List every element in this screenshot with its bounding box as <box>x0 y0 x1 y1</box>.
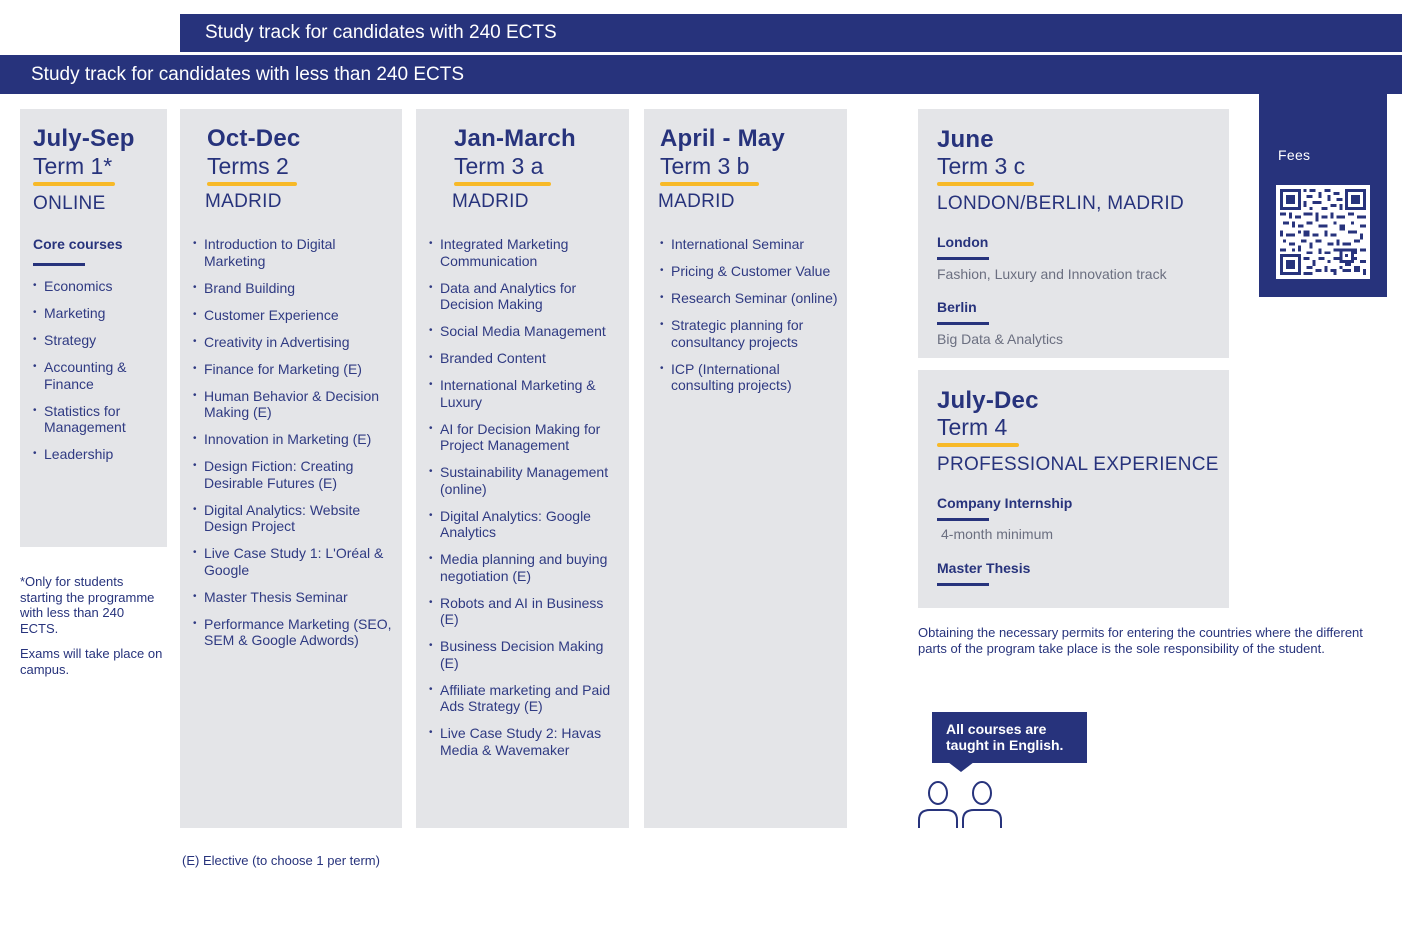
list-item: • Design Fiction: Creating Desirable Futures (E) <box>193 458 393 491</box>
list-item: • Digital Analytics: Website Design Project <box>193 502 393 535</box>
term3a-location: MADRID <box>452 191 529 212</box>
berlin-track: Big Data & Analytics <box>937 331 1064 347</box>
list-item: • Introduction to Digital Marketing <box>193 236 393 269</box>
list-item: • Statistics for Management <box>33 403 161 436</box>
list-item: • Marketing <box>33 305 161 322</box>
fees-box[interactable] <box>1259 94 1387 297</box>
list-item: • Robots and AI in Business (E) <box>429 595 621 628</box>
term1-footnote: *Only for students starting the programme with less than 240 ECTS. <box>20 574 155 636</box>
term4-title-text: Term 4 <box>937 414 1008 440</box>
banner-240-text: Study track for candidates with 240 ECTS <box>205 22 557 43</box>
term1-underline <box>33 182 115 186</box>
term3a-title-text: Term 3 a <box>454 153 544 179</box>
term4-location: PROFESSIONAL EXPERIENCE <box>937 454 1219 475</box>
qr-code-graphic <box>1280 189 1366 275</box>
list-item: • Media planning and buying negotiation (E) <box>429 551 621 584</box>
list-item: • Innovation in Marketing (E) <box>193 431 393 448</box>
thesis-heading: Master Thesis <box>937 560 1031 576</box>
list-item: • ICP (International consulting projects) <box>660 361 840 394</box>
term1-title <box>33 153 112 180</box>
list-item: • Customer Experience <box>193 307 393 324</box>
list-item: • Social Media Management <box>429 323 621 340</box>
list-item: • Finance for Marketing (E) <box>193 361 393 378</box>
term3b-location: MADRID <box>658 191 735 212</box>
two-people-icon <box>918 780 1004 830</box>
term2-location: MADRID <box>205 191 282 212</box>
term4-title <box>937 414 1007 441</box>
term4-underline <box>937 443 1019 447</box>
list-item: • Leadership <box>33 446 161 463</box>
term3c-period: June <box>937 126 994 153</box>
permits-note: Obtaining the necessary permits for entering the countries where the different parts of the program take place is the sole responsibility of the student. <box>918 625 1363 656</box>
internship-detail: 4-month minimum <box>941 526 1054 542</box>
term3a-period: Jan-March <box>454 125 576 152</box>
list-item: • Strategy <box>33 332 161 349</box>
term1-period: July-Sep <box>33 125 135 152</box>
term2-title <box>207 153 289 180</box>
list-item: • Master Thesis Seminar <box>193 589 393 606</box>
fees-label: Fees <box>1278 147 1311 163</box>
list-item: • Strategic planning for consultancy projects <box>660 317 840 350</box>
term3b-title <box>660 153 749 180</box>
list-item: • International Marketing & Luxury <box>429 377 621 410</box>
term3b-underline <box>660 182 759 186</box>
term3b-title-text: Term 3 b <box>660 153 750 179</box>
term2-title-text: Terms 2 <box>207 153 289 179</box>
term3c-location: LONDON/BERLIN, MADRID <box>937 193 1185 214</box>
list-item: • Human Behavior & Decision Making (E) <box>193 388 393 421</box>
list-item: • Live Case Study 2: Havas Media & Wavemaker <box>429 725 621 758</box>
speech-bubble-tail <box>948 762 974 772</box>
list-item: • Live Case Study 1: L'Oréal & Google <box>193 545 393 578</box>
internship-rule <box>937 518 989 521</box>
term3c-title <box>937 153 1025 180</box>
list-item: • Performance Marketing (SEO, SEM & Google Adwords) <box>193 616 393 649</box>
list-item: • Business Decision Making (E) <box>429 638 621 671</box>
london-track: Fashion, Luxury and Innovation track <box>937 266 1167 282</box>
list-item: • Research Seminar (online) <box>660 290 840 307</box>
list-item: • Digital Analytics: Google Analytics <box>429 508 621 541</box>
berlin-rule <box>937 322 989 325</box>
term4-period: July-Dec <box>937 387 1039 414</box>
term2-period: Oct-Dec <box>207 125 301 152</box>
list-item: • Brand Building <box>193 280 393 297</box>
term2-underline <box>207 182 297 186</box>
london-heading: London <box>937 234 989 250</box>
list-item: • Accounting & Finance <box>33 359 161 392</box>
list-item: • Integrated Marketing Communication <box>429 236 621 269</box>
english-speech-bubble: All courses are taught in English. <box>932 712 1087 763</box>
term3a-course-list <box>429 236 621 769</box>
term3c-underline <box>937 182 1034 186</box>
list-item: • Economics <box>33 278 161 295</box>
elective-note: (E) Elective (to choose 1 per term) <box>182 853 380 868</box>
term3b-panel <box>644 109 847 828</box>
list-item: • AI for Decision Making for Project Management <box>429 421 621 454</box>
qr-code-icon[interactable] <box>1276 185 1370 279</box>
london-rule <box>937 257 989 260</box>
term3c-title-text: Term 3 c <box>937 153 1026 179</box>
term3a-underline <box>454 182 551 186</box>
list-item: • Sustainability Management (online) <box>429 464 621 497</box>
term1-heading-rule <box>33 263 85 266</box>
list-item: • Pricing & Customer Value <box>660 263 840 280</box>
term2-course-list <box>193 236 393 659</box>
list-item: • Branded Content <box>429 350 621 367</box>
banner-240-ects <box>180 14 1402 52</box>
thesis-rule <box>937 583 989 586</box>
list-item: • Creativity in Advertising <box>193 334 393 351</box>
list-item: • International Seminar <box>660 236 840 253</box>
exams-note: Exams will take place on campus. <box>20 646 163 677</box>
banner-less-240-ects <box>0 55 1402 94</box>
list-item: • Data and Analytics for Decision Making <box>429 280 621 313</box>
term3b-course-list <box>660 236 840 404</box>
internship-heading: Company Internship <box>937 495 1073 511</box>
term1-title-text: Term 1* <box>33 153 113 179</box>
list-item: • Affiliate marketing and Paid Ads Strategy (E) <box>429 682 621 715</box>
term1-core-courses-heading: Core courses <box>33 236 123 252</box>
banner-less-text: Study track for candidates with less than 240 ECTS <box>31 63 464 85</box>
term3a-title <box>454 153 543 180</box>
term1-course-list <box>33 278 161 473</box>
berlin-heading: Berlin <box>937 299 977 315</box>
term3b-period: April - May <box>660 125 785 152</box>
term1-location: ONLINE <box>33 193 106 214</box>
